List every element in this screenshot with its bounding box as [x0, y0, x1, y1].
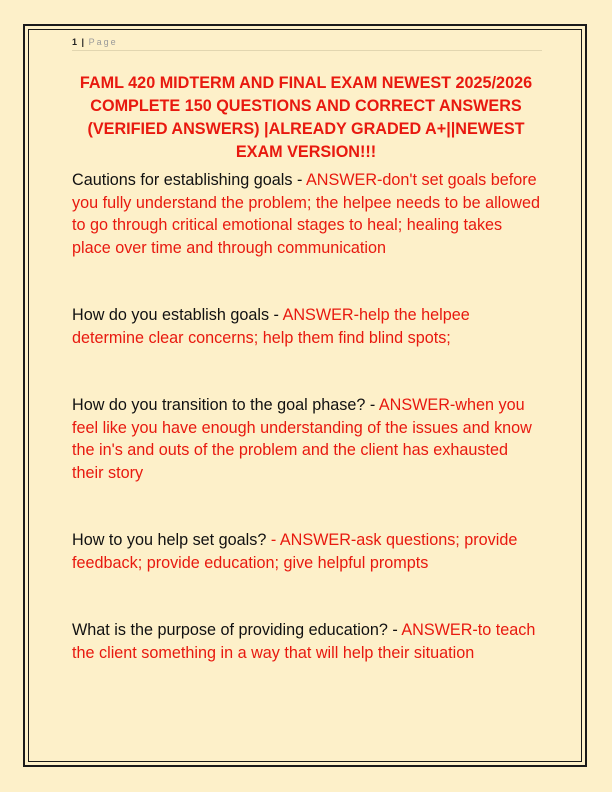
- page-header: [72, 37, 542, 51]
- qa-item: [72, 529, 542, 574]
- question-text: How do you establish goals -: [72, 306, 283, 324]
- answer-text: ANSWER-help the helpee determine clear concerns; help them find blind spots;: [72, 306, 470, 347]
- question-text: How do you transition to the goal phase? -: [72, 396, 379, 414]
- qa-item: [72, 304, 542, 349]
- answer-text: ANSWER-when you feel like you have enough understanding of the issues and know the in's and outs of the problem and the client has exhausted their story: [72, 396, 532, 482]
- answer-text: ANSWER-don't set goals before you fully understand the problem; the helpee needs to be allowed to go through critical emotional stages to heal; healing takes place over time and through communication: [72, 171, 540, 257]
- qa-list: [72, 169, 542, 709]
- page-number: 1: [72, 37, 78, 47]
- page-label: Page: [88, 37, 118, 47]
- page-separator: |: [81, 37, 85, 47]
- qa-item: [72, 619, 542, 664]
- question-text: What is the purpose of providing education? -: [72, 621, 402, 639]
- question-text: How to you help set goals?: [72, 531, 271, 549]
- qa-item: [72, 169, 542, 259]
- answer-text: - ANSWER-ask questions; provide feedback; provide education; give helpful prompts: [72, 531, 518, 572]
- answer-text: ANSWER-to teach the client something in a way that will help their situation: [72, 621, 536, 662]
- qa-item: [72, 394, 542, 484]
- question-text: Cautions for establishing goals -: [72, 171, 306, 189]
- document-title: FAML 420 MIDTERM AND FINAL EXAM NEWEST 2025/2026 COMPLETE 150 QUESTIONS AND CORRECT ANSWERS (VERIFIED ANSWERS) |ALREADY GRADED A+||NEWEST EXAM VERSION!!!: [79, 74, 533, 161]
